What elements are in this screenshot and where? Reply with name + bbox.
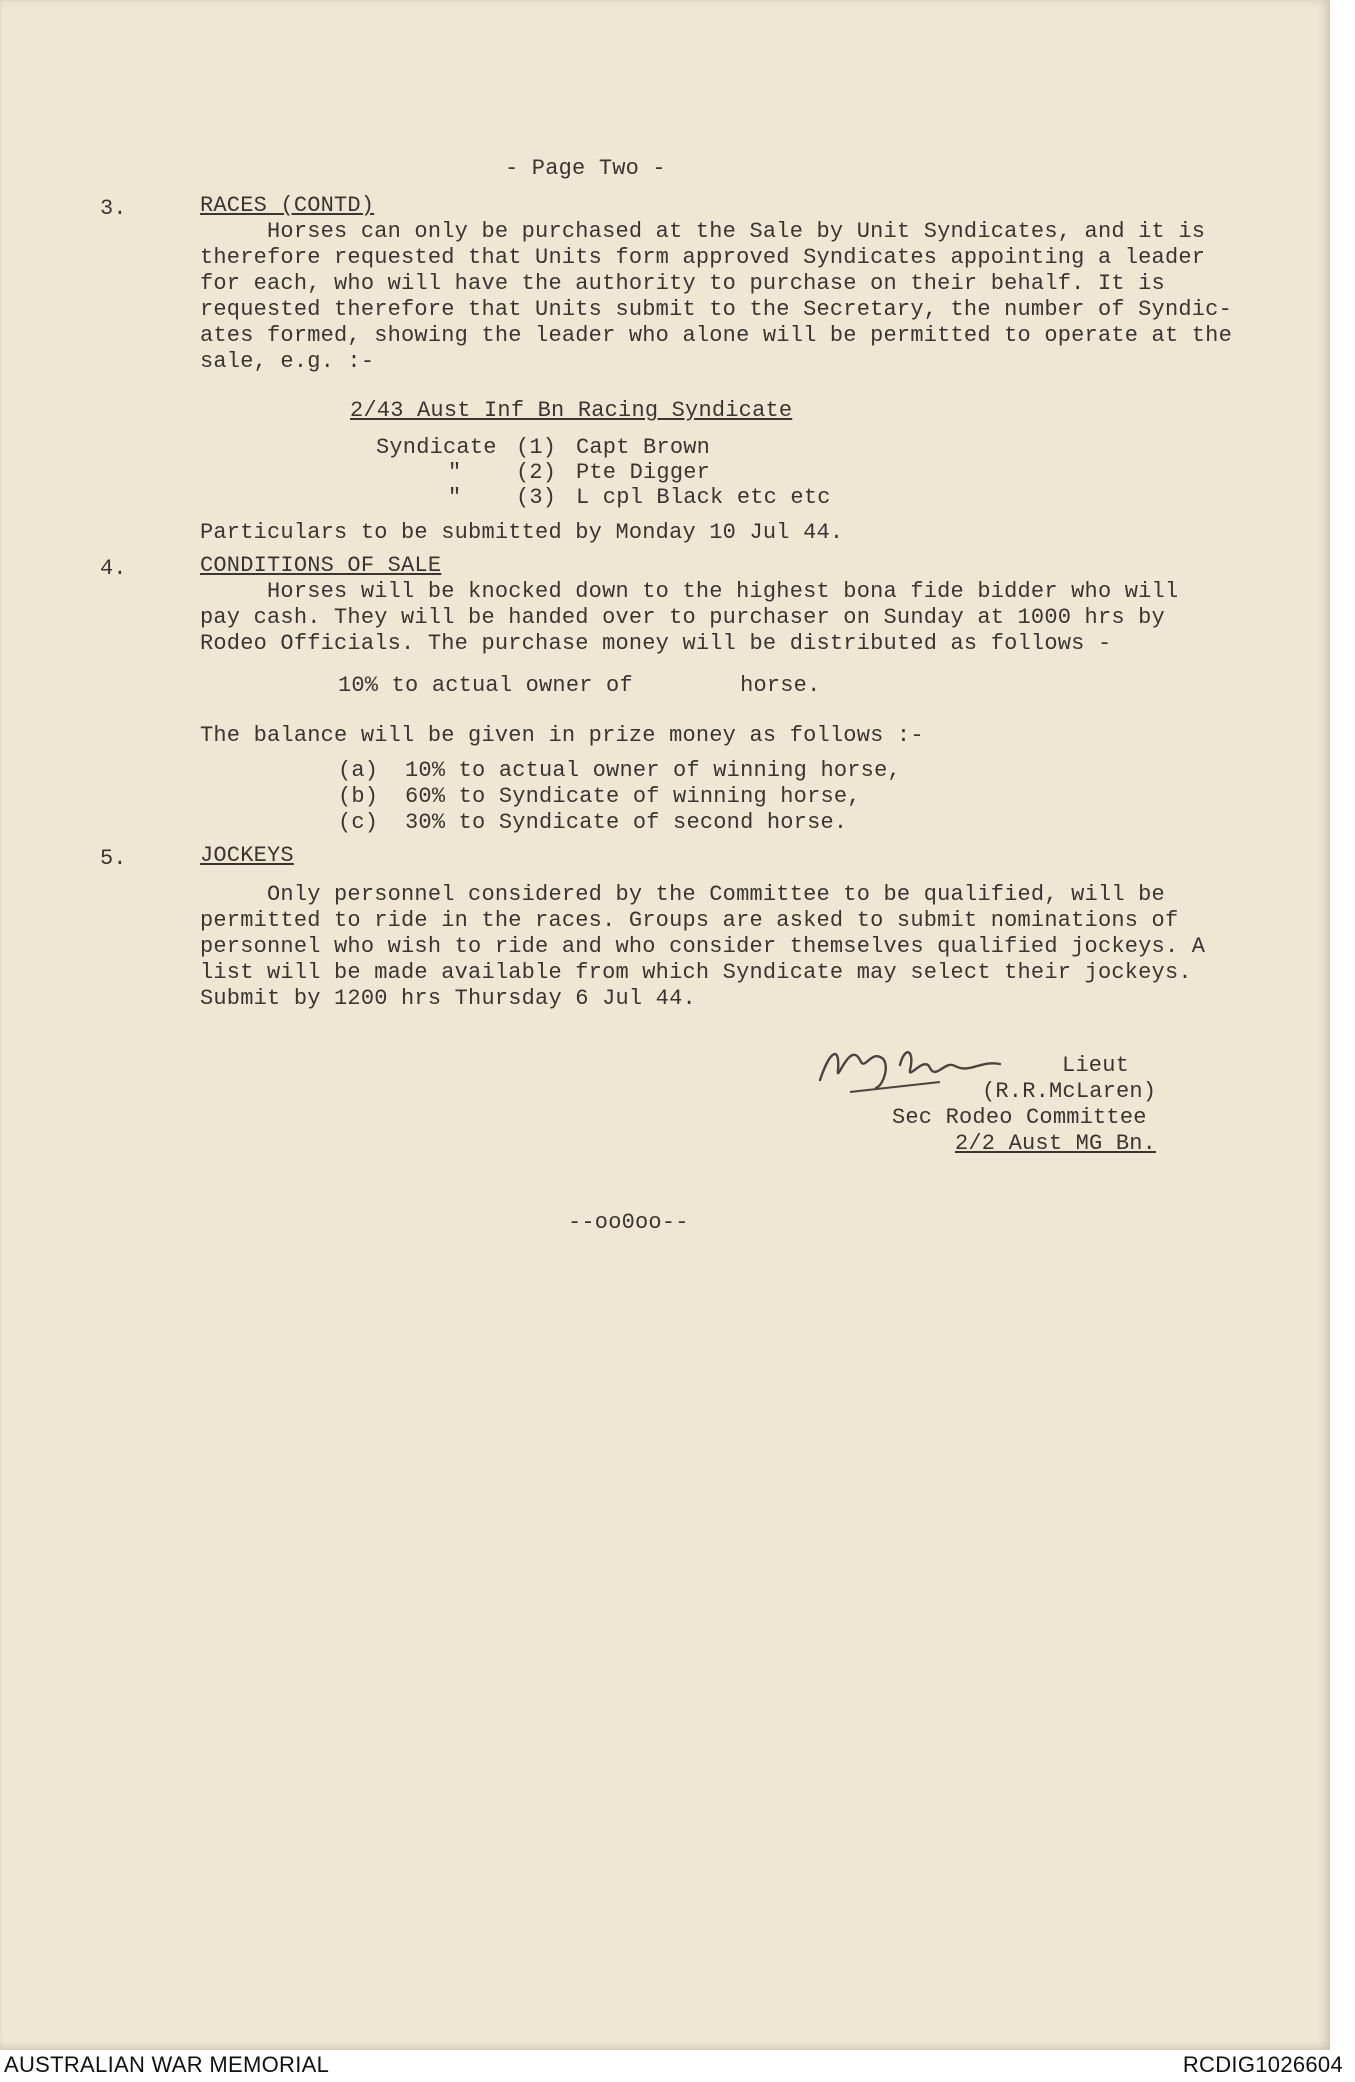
section-4-heading: CONDITIONS OF SALE [200,553,442,578]
signature-role: Sec Rodeo Committee [892,1105,1147,1130]
example-row-number: (2) [516,460,557,485]
archive-id: RCDIG1026604 [1182,2052,1343,2077]
section-5-line: list will be made available from which Syndicate may select their jockeys. [200,960,1192,985]
example-syndicate-label: Syndicate [376,435,497,460]
distribution-first-item: 10% to actual owner of horse. [338,673,821,698]
signature-rank: Lieut [1062,1053,1130,1078]
section-5-line: permitted to ride in the races. Groups are asked to submit nominations of [200,908,1179,933]
example-row-name: Pte Digger [576,460,711,485]
section-3-line: Horses can only be purchased at the Sale by Unit Syndicates, and it is [200,219,1206,244]
section-3-line: sale, e.g. :- [200,349,375,374]
section-3-line: therefore requested that Units form approved Syndicates appointing a leader [200,245,1206,270]
signature-unit: 2/2 Aust MG Bn. [955,1131,1157,1156]
page-header: - Page Two - [505,156,666,181]
section-5-line: Only personnel considered by the Committee to be qualified, will be [200,882,1165,907]
section-3-line: requested therefore that Units submit to the Secretary, the number of Syndic- [200,297,1232,322]
example-row-number: (3) [516,485,557,510]
ditto-mark: " [448,460,462,485]
section-3-heading: RACES (CONTD) [200,193,375,218]
balance-line: The balance will be given in prize money as follows :- [200,723,924,748]
section-4-line: Rodeo Officials. The purchase money will be distributed as follows - [200,631,1112,656]
section-5-line: Submit by 1200 hrs Thursday 6 Jul 44. [200,986,696,1011]
example-row-name: L cpl Black etc etc [576,485,831,510]
section-4-line: Horses will be knocked down to the highest bona fide bidder who will [200,579,1179,604]
section-4-number: 4. [100,556,127,581]
section-4-line: pay cash. They will be handed over to purchaser on Sunday at 1000 hrs by [200,605,1165,630]
archive-credit: AUSTRALIAN WAR MEMORIAL [4,2052,330,2077]
section-3-number: 3. [100,196,127,221]
prize-item: (a) 10% to actual owner of winning horse, [338,758,901,783]
example-syndicate-title: 2/43 Aust Inf Bn Racing Syndicate [350,398,793,423]
particulars-note: Particulars to be submitted by Monday 10 Jul 44. [200,520,844,545]
section-3-line: for each, who will have the authority to purchase on their behalf. It is [200,271,1165,296]
example-row-number: (1) [516,435,557,460]
prize-item: (b) 60% to Syndicate of winning horse, [338,784,861,809]
section-5-heading: JOCKEYS [200,843,294,868]
prize-item: (c) 30% to Syndicate of second horse. [338,810,848,835]
example-row-name: Capt Brown [576,435,711,460]
section-3-line: ates formed, showing the leader who alone will be permitted to operate at the [200,323,1232,348]
signature-name: (R.R.McLaren) [982,1079,1157,1104]
section-5-number: 5. [100,846,127,871]
section-5-line: personnel who wish to ride and who consider themselves qualified jockeys. A [200,934,1206,959]
end-mark: --oo0oo-- [568,1210,689,1235]
ditto-mark: " [448,485,462,510]
